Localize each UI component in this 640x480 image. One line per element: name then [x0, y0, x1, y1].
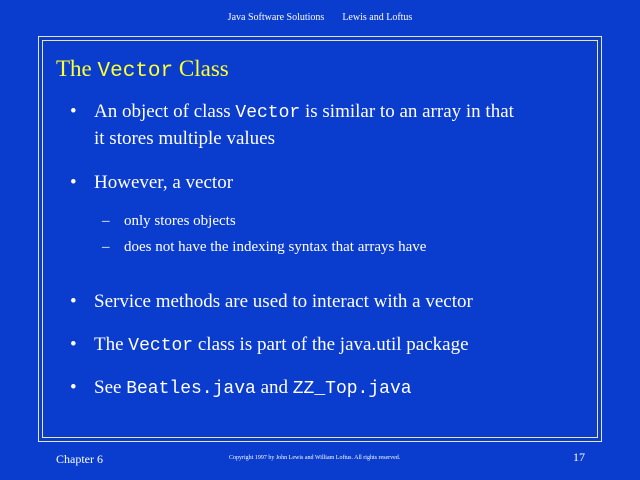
slide-title: The Vector Class	[56, 56, 229, 83]
bullet-however: • However, a vector	[70, 170, 233, 196]
dash-icon: –	[102, 239, 110, 255]
header-authors: Lewis and Loftus	[342, 12, 413, 23]
dash-icon: –	[102, 213, 110, 229]
bullet-vector-object: • An object of class Vector is similar to an array in that it stores multiple values	[70, 101, 514, 149]
slide-header	[0, 12, 640, 23]
bullet-dot-icon: •	[70, 377, 77, 398]
sub-bullet-only-objects: – only stores objects	[102, 213, 236, 229]
bullet-service-methods: • Service methods are used to interact with a vector	[70, 289, 473, 315]
header-book-title: Java Software Solutions	[227, 12, 325, 23]
bullet-dot-icon: •	[70, 334, 77, 355]
bullet-java-util: • The Vector class is part of the java.util package	[70, 334, 469, 356]
sub-bullet-no-indexing: – does not have the indexing syntax that arrays have	[102, 239, 427, 255]
bullet-dot-icon: •	[70, 291, 77, 312]
bullet-dot-icon: •	[70, 101, 77, 122]
bullet-dot-icon: •	[70, 172, 77, 193]
footer-page-number: 17	[573, 450, 585, 464]
footer-copyright: Copyright 1997 by John Lewis and William Loftus. All rights reserved.	[229, 455, 401, 461]
footer-chapter: Chapter 6	[56, 452, 103, 466]
bullet-see-examples: • See Beatles.java and ZZ_Top.java	[70, 377, 412, 399]
